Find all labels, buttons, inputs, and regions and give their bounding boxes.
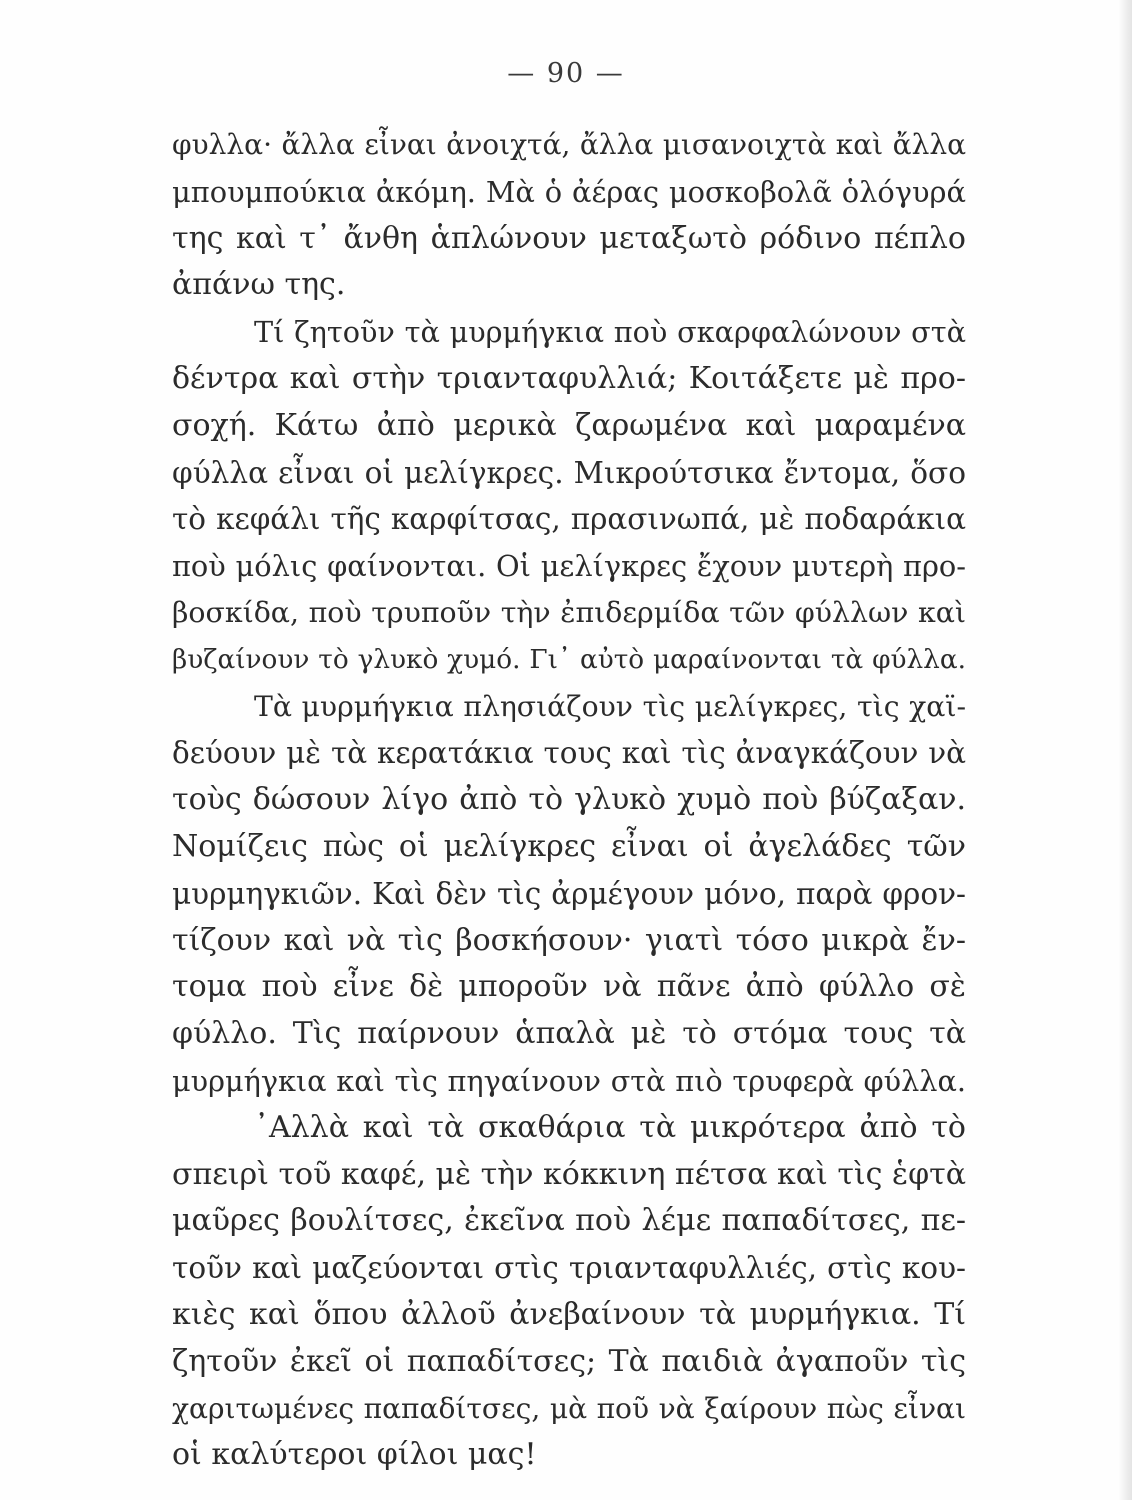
text-line: μυρμήγκια καὶ τὶς πηγαίνουν στὰ πιὸ τρυφερὰ φύλλα.: [172, 1063, 966, 1098]
text-line: τὸ κεφάλι τῆς καρφίτσας, πρασινωπά, μὲ ποδαράκια: [172, 502, 966, 537]
text-line: φύλλο. Τὶς παίρνουν ἁπαλὰ μὲ τὸ στόμα τους τὰ: [172, 1016, 966, 1052]
text-line: δέντρα καὶ στὴν τριανταφυλλιά; Κοιτάξετε μὲ προ-: [172, 360, 966, 396]
text-line: Νομίζεις πὼς οἱ μελίγκρες εἶναι οἱ ἀγελάδες τῶν: [172, 828, 966, 864]
text-line: βοσκίδα, ποὺ τρυποῦν τὴν ἐπιδερμίδα τῶν φύλλων καὶ: [172, 595, 966, 629]
text-line: της καὶ τ᾽ ἄνθη ἁπλώνουν μεταξωτὸ ρόδινο πέπλο: [172, 220, 966, 256]
text-line: μπουμπούκια ἀκόμη. Μὰ ὁ ἀέρας μοσκοβολᾶ ὁλόγυρά: [172, 174, 966, 209]
text-line: ᾽Αλλὰ καὶ τὰ σκαθάρια τὰ μικρότερα ἀπὸ τὸ: [254, 1109, 966, 1145]
text-line: Τί ζητοῦν τὰ μυρμήγκια ποὺ σκαρφαλώνουν στὰ: [254, 315, 966, 350]
page-number: — 90 —: [507, 58, 625, 89]
text-line: μυρμηγκιῶν. Καὶ δὲν τὶς ἀρμέγουν μόνο, παρὰ φρον-: [172, 876, 966, 911]
text-line: Τὰ μυρμήγκια πλησιάζουν τὶς μελίγκρες, τὶς χαϊ-: [254, 689, 966, 723]
text-line: τοὺς δώσουν λίγο ἀπὸ τὸ γλυκὸ χυμὸ ποὺ βύζαξαν.: [172, 782, 966, 818]
text-line: φυλλα· ἄλλα εἶναι ἀνοιχτά, ἄλλα μισανοιχτὰ καὶ ἄλλα: [172, 128, 966, 161]
text-line: χαριτωμένες παπαδίτσες, μὰ ποῦ νὰ ξαίρουν πὼς εἶναι: [172, 1391, 966, 1425]
page-edge-shadow: [1118, 0, 1132, 1500]
text-line: σοχή. Κάτω ἀπὸ μερικὰ ζαρωμένα καὶ μαραμένα: [172, 407, 966, 443]
text-line: τοῦν καὶ μαζεύονται στὶς τριανταφυλλιές, στὶς κου-: [172, 1251, 966, 1286]
text-line: βυζαίνουν τὸ γλυκὸ χυμό. Γι᾽ αὐτὸ μαραίνονται τὰ φύλλα.: [172, 644, 966, 675]
text-line: οἱ καλύτεροι φίλοι μας!: [172, 1437, 537, 1473]
text-line: φύλλα εἶναι οἱ μελίγκρες. Μικρούτσικα ἔντομα, ὅσο: [172, 455, 966, 490]
text-line: δεύουν μὲ τὰ κερατάκια τους καὶ τὶς ἀναγκάζουν νὰ: [172, 736, 966, 771]
text-line: ζητοῦν ἐκεῖ οἱ παπαδίτσες; Τὰ παιδιὰ ἀγαποῦν τὶς: [172, 1343, 966, 1379]
text-line: μαῦρες βουλίτσες, ἐκεῖνα ποὺ λέμε παπαδίτσες, πε-: [172, 1203, 966, 1239]
text-line: σπειρὶ τοῦ καφέ, μὲ τὴν κόκκινη πέτσα καὶ τὶς ἑφτὰ: [172, 1156, 966, 1192]
text-line: ποὺ μόλις φαίνονται. Οἱ μελίγκρες ἔχουν μυτερὴ προ-: [172, 549, 966, 584]
text-line: τίζουν καὶ νὰ τὶς βοσκήσουν· γιατὶ τόσο μικρὰ ἔν-: [172, 922, 966, 958]
text-line: κιὲς καὶ ὅπου ἀλλοῦ ἀνεβαίνουν τὰ μυρμήγκια. Τί: [172, 1296, 966, 1332]
text-line: ἀπάνω της.: [172, 267, 346, 303]
text-line: τομα ποὺ εἶνε δὲ μποροῦν νὰ πᾶνε ἀπὸ φύλλο σὲ: [172, 969, 966, 1005]
body-text: [172, 122, 966, 1479]
